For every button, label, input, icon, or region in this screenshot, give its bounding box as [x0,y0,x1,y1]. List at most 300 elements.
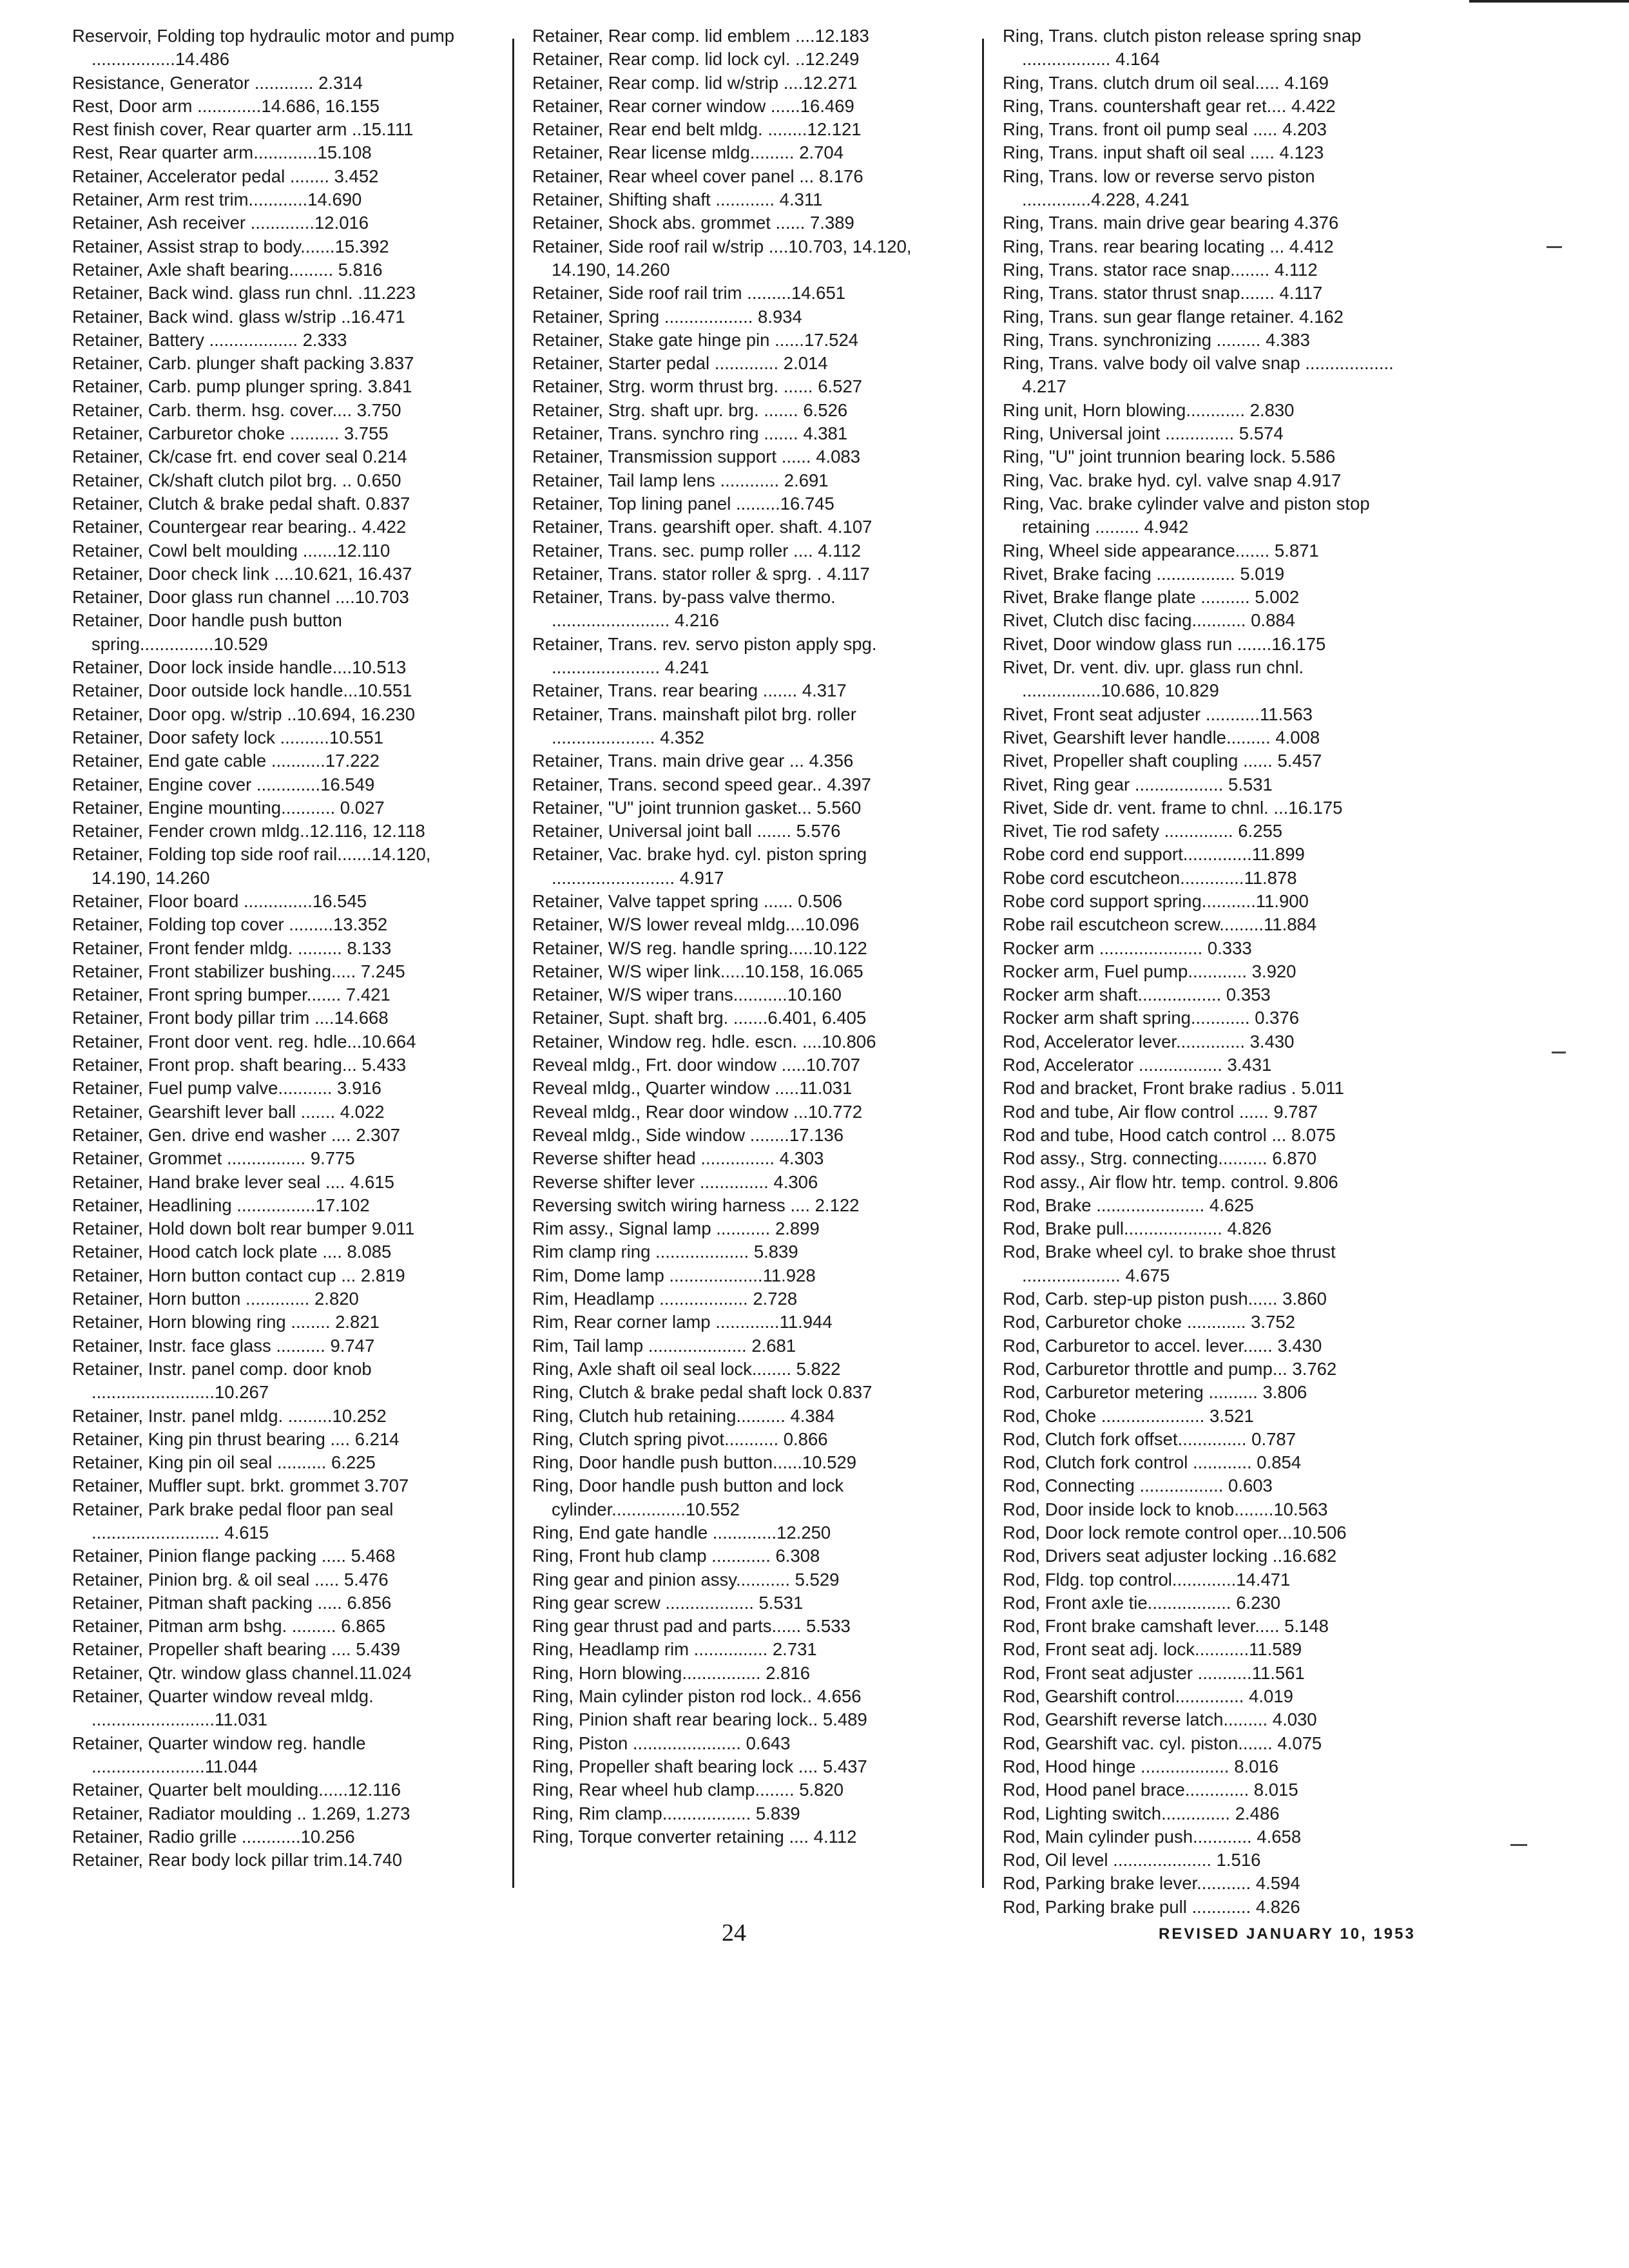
index-entry-text: Retainer, Qtr. window glass channel.11.024 [72,1662,412,1683]
index-entry [532,1638,945,1661]
index-entry-text: Retainer, Trans. sec. pump roller .... 4.112 [532,540,862,561]
index-entry-text: Ring, Vac. brake hyd. cyl. valve snap 4.917 [1003,470,1342,490]
index-entry-text: Rivet, Side dr. vent. frame to chnl. ...16.175 [1003,797,1343,818]
index-entry-text: Robe cord escutcheon.............11.878 [1003,867,1297,888]
index-entry-text: Retainer, Folding top cover .........13.352 [72,914,388,935]
index-entry-text: Retainer, Gen. drive end washer .... 2.307 [72,1124,401,1145]
index-entry-text: Retainer, Propeller shaft bearing .... 5.439 [72,1639,401,1660]
index-entry-text: Retainer, Engine cover .............16.549 [72,774,375,794]
index-entry [1003,24,1415,72]
index-entry-text: Ring unit, Horn blowing............ 2.830 [1003,399,1295,420]
index-entry-text: Retainer, Window reg. hdle. escn. ....10.806 [532,1031,876,1052]
index-entry-text: Ring, Trans. rear bearing locating ... 4.412 [1003,236,1334,256]
index-entry-text: Rod, Parking brake lever........... 4.594 [1003,1873,1300,1894]
index-entry [1003,843,1415,866]
index-entry-text: Retainer, Shifting shaft ............ 4.311 [532,189,823,210]
index-entry-text: Retainer, Front body pillar trim ....14.668 [72,1008,389,1028]
index-entry-text: Reveal mldg., Rear door window ...10.772 [532,1101,863,1122]
index-entry [1003,1708,1415,1731]
index-entry [72,515,485,539]
index-entry [1003,492,1415,539]
index-entry-text: Retainer, Instr. panel mldg. .........10.252 [72,1405,387,1426]
index-entry-text: Ring, Door handle push button......10.529 [532,1452,856,1473]
index-entry-text: Retainer, Muffler supt. brkt. grommet 3.707 [72,1475,409,1496]
index-entry-text: Ring, Axle shaft oil seal lock........ 5.822 [532,1358,841,1379]
index-entry [1003,329,1415,352]
index-entry-text: Retainer, W/S lower reveal mldg....10.096 [532,914,860,935]
index-entry [72,1778,485,1802]
index-entry-text: Rod assy., Strg. connecting.......... 6.870 [1003,1148,1317,1169]
index-entry [72,329,485,352]
index-entry [532,749,945,773]
index-entry-text: Retainer, Horn button ............. 2.820 [72,1289,359,1309]
index-entry-text: Retainer, Side roof rail w/strip ....10.703, 14.120, 14.190, 14.260 [532,236,912,280]
index-entry [72,445,485,468]
index-entry-text: Rod, Hood hinge .................. 8.016 [1003,1756,1279,1776]
index-entry [1003,282,1415,305]
index-entry-text: Retainer, Top lining panel .........16.745 [532,493,834,514]
index-entry-text: Retainer, Carburetor choke .......... 3.755 [72,423,389,444]
index-entry [72,1568,485,1591]
index-entry-text: Retainer, Trans. main drive gear ... 4.356 [532,751,854,771]
index-entry-text: Retainer, End gate cable ...........17.222 [72,751,380,771]
index-entry-text: Retainer, Door lock inside handle....10.513 [72,657,407,678]
index-entry-text: Reveal mldg., Frt. door window .....10.707 [532,1055,860,1075]
index-entry-text: Retainer, Door handle push button spring...............10.529 [72,610,342,654]
index-entry-text: Ring, Piston ...................... 0.643 [532,1733,791,1753]
index-entry [532,492,945,515]
index-entry-text: Rim, Rear corner lamp .............11.944 [532,1312,833,1332]
index-entry [532,1287,945,1311]
index-entry [1003,95,1415,118]
index-entry [72,235,485,258]
index-entry-text: Rod, Gearshift reverse latch......... 4.030 [1003,1709,1317,1730]
index-entry-text: Reversing switch wiring harness .... 2.122 [532,1195,860,1215]
index-entry [532,562,945,586]
index-entry [532,48,945,71]
index-entry-text: Rod, Gearshift control.............. 4.019 [1003,1686,1293,1707]
index-entry [72,1544,485,1568]
index-entry-text: Reverse shifter lever .............. 4.306 [532,1171,818,1192]
top-rule-right [1469,0,1629,3]
index-entry [1003,235,1415,258]
index-entry-text: Ring, Trans. synchronizing ......... 4.383 [1003,329,1310,350]
index-entry-text: Retainer, King pin thrust bearing .... 6.214 [72,1428,400,1449]
index-entry [532,1405,945,1428]
index-entry-text: Retainer, Ck/shaft clutch pilot brg. .. 0.650 [72,470,401,490]
index-entry [532,305,945,329]
index-entry [1003,633,1415,656]
index-entry-text: Ring gear thrust pad and parts...... 5.533 [532,1616,851,1637]
page-number: 24 [722,1919,746,1946]
index-entry [72,1217,485,1240]
index-entry-text: Retainer, Carb. pump plunger spring. 3.841 [72,376,412,397]
index-entry-text: Retainer, Rear corner window ......16.469 [532,95,854,116]
index-entry [532,1100,945,1124]
index-entry-text: Ring, Pinion shaft rear bearing lock.. 5.489 [532,1709,867,1730]
index-entry [532,1474,945,1521]
index-entry [72,1405,485,1428]
index-entry [1003,703,1415,726]
index-entry [532,960,945,983]
index-entry [532,703,945,750]
index-entry-text: Retainer, Rear wheel cover panel ... 8.176 [532,166,863,186]
index-entry-text: Rod, Carburetor choke ............ 3.752 [1003,1312,1295,1332]
index-entry-text: Retainer, Arm rest trim............14.690 [72,189,362,210]
index-entry-text: Rod and tube, Hood catch control ... 8.075 [1003,1124,1336,1145]
index-entry-text: Robe rail escutcheon screw.........11.884 [1003,914,1317,935]
index-entry [532,1264,945,1287]
index-entry [1003,1849,1415,1872]
index-entry-text: Retainer, Front spring bumper....... 7.421 [72,985,390,1005]
index-entry-text: Retainer, Trans. rev. servo piston apply spg. ...................... 4.241 [532,633,877,678]
index-entry [72,1451,485,1474]
index-entry [1003,165,1415,212]
index-entry-text: Rod, Brake ...................... 4.625 [1003,1195,1254,1215]
index-entry-text: Ring, Vac. brake cylinder valve and piston stop retaining ......... 4.942 [1003,493,1370,537]
index-entry [1003,1147,1415,1170]
index-entry [72,165,485,188]
index-entry-text: Rod, Drivers seat adjuster locking ..16.682 [1003,1546,1337,1566]
index-entry-text: Retainer, Rear license mldg......... 2.704 [532,142,844,163]
index-entry-text: Rod, Connecting ................. 0.603 [1003,1475,1273,1496]
index-entry-text: Ring, Trans. countershaft gear ret.... 4.422 [1003,95,1336,116]
index-entry [72,258,485,282]
index-entry [1003,1568,1415,1591]
index-entry-text: Retainer, Shock abs. grommet ...... 7.389 [532,213,854,233]
index-entry [1003,796,1415,820]
index-entry [532,937,945,960]
index-entry [1003,1077,1415,1100]
index-entry-text: Rivet, Door window glass run .......16.175 [1003,633,1326,654]
index-entry-text: Retainer, Axle shaft bearing......... 5.816 [72,259,383,280]
index-entry [532,1240,945,1264]
index-entry [1003,1474,1415,1497]
index-entry [72,24,485,72]
index-entry-text: Retainer, Cowl belt moulding .......12.110 [72,540,390,561]
index-entry-text: Ring, Clutch & brake pedal shaft lock 0.837 [532,1382,872,1403]
index-entry [1003,1778,1415,1802]
index-entry [532,1311,945,1334]
index-entry-text: Retainer, Strg. worm thrust brg. ...... 6.527 [532,376,863,397]
index-entry-text: Rivet, Tie rod safety .............. 6.255 [1003,821,1283,841]
index-entry-text: Retainer, Front prop. shaft bearing... 5.433 [72,1055,407,1075]
index-entry-text: Ring, Universal joint .............. 5.574 [1003,423,1284,444]
index-entry-text: Retainer, Stake gate hinge pin ......17.524 [532,329,859,350]
index-entry-text: Retainer, Rear body lock pillar trim.14.740 [72,1850,403,1870]
index-entry [1003,1358,1415,1381]
index-entry-text: Rod, Parking brake pull ............ 4.826 [1003,1896,1300,1917]
index-entry [532,983,945,1006]
index-entry-text: Retainer, Door outside lock handle...10.551 [72,680,412,701]
index-entry [72,469,485,492]
index-entry-text: Rim clamp ring ................... 5.839 [532,1242,798,1262]
index-entry-text: Rod, Clutch fork control ............ 0.854 [1003,1452,1302,1473]
index-entry-text: Retainer, Instr. face glass .......... 9.747 [72,1335,375,1356]
index-entry [1003,1124,1415,1147]
index-entry [72,1849,485,1872]
column-divider-1 [512,39,514,1888]
index-entry-text: Resistance, Generator ............ 2.314 [72,72,363,93]
index-entry-text: Ring, Front hub clamp ............ 6.308 [532,1546,820,1566]
index-entry [1003,1240,1415,1287]
index-column-2 [532,24,945,1849]
index-entry [1003,820,1415,843]
index-entry [1003,773,1415,796]
index-entry-text: Retainer, Front fender mldg. ......... 8.133 [72,937,392,958]
index-column-3 [1003,24,1415,1919]
index-entry-text: Retainer, Horn button contact cup ... 2.819 [72,1265,405,1285]
index-entry [532,95,945,118]
index-entry [72,749,485,773]
index-entry-text: Retainer, W/S wiper link.....10.158, 16.065 [532,961,863,981]
index-entry-text: Rod assy., Air flow htr. temp. control. 9.806 [1003,1171,1338,1192]
index-entry [532,515,945,539]
column-divider-2 [982,39,984,1888]
index-entry-text: Rod, Accelerator ................. 3.431 [1003,1055,1272,1075]
index-entry-text: Ring, Trans. input shaft oil seal ..... 4.123 [1003,142,1324,163]
index-entry [72,586,485,609]
index-entry-text: Rim assy., Signal lamp ........... 2.899 [532,1218,820,1239]
index-entry-text: Retainer, Rear comp. lid w/strip ....12.271 [532,72,858,93]
index-entry [532,1147,945,1170]
index-entry [72,1358,485,1405]
index-entry [532,1171,945,1194]
index-entry-text: Ring, Door handle push button and lock cylinder...............10.552 [532,1475,844,1519]
index-entry [72,960,485,983]
index-entry [1003,72,1415,95]
index-entry [72,1334,485,1358]
index-entry-text: Rest, Door arm .............14.686, 16.155 [72,95,380,116]
index-entry [1003,258,1415,282]
index-entry-text: Rivet, Front seat adjuster ...........11.563 [1003,704,1313,724]
index-entry-text: Retainer, Front stabilizer bushing..... 7.245 [72,961,405,981]
index-entry-text: Ring, Clutch hub retaining.......... 4.384 [532,1405,835,1426]
index-entry-text: Rod, Front axle tie................. 6.230 [1003,1592,1281,1613]
index-entry-text: Rocker arm shaft spring............ 0.376 [1003,1008,1300,1028]
index-entry-text: Ring, Headlamp rim ............... 2.731 [532,1639,817,1660]
index-entry [1003,1615,1415,1638]
index-entry-text: Rod, Front brake camshaft lever..... 5.148 [1003,1616,1329,1637]
index-entry-text: Rod, Front seat adj. lock...........11.589 [1003,1639,1302,1660]
index-entry [72,141,485,164]
index-entry-text: Robe cord support spring...........11.900 [1003,890,1309,911]
index-entry [72,703,485,726]
index-entry-text: Rocker arm, Fuel pump............ 3.920 [1003,961,1296,981]
index-entry-text: Ring, Trans. clutch drum oil seal..... 4.169 [1003,72,1329,93]
index-entry-text: Retainer, Hold down bolt rear bumper 9.011 [72,1218,415,1239]
index-entry-text: Rivet, Gearshift lever handle......... 4.008 [1003,727,1320,747]
index-entry [532,1802,945,1825]
index-entry [1003,1638,1415,1661]
index-entry-text: Retainer, Grommet ................ 9.775 [72,1148,355,1169]
index-entry-text: Retainer, Folding top side roof rail.......14.120, 14.190, 14.260 [72,844,431,888]
index-entry-text: Rod and tube, Air flow control ...... 9.787 [1003,1101,1318,1122]
index-entry [532,1591,945,1615]
index-entry-text: Retainer, Pinion brg. & oil seal ..... 5.476 [72,1569,389,1590]
index-entry [1003,1428,1415,1451]
index-entry-text: Ring, Rim clamp.................. 5.839 [532,1803,800,1823]
index-entry-text: Ring, Main cylinder piston rod lock.. 4.656 [532,1686,862,1707]
index-entry-text: Retainer, Fender crown mldg..12.116, 12.118 [72,821,425,841]
index-entry-text: Retainer, Front door vent. reg. hdle...10.664 [72,1031,416,1052]
index-entry [72,1638,485,1661]
index-entry [72,937,485,960]
index-entry-text: Rod, Oil level .................... 1.516 [1003,1850,1261,1870]
index-entry-text: Rod, Carburetor metering .......... 3.806 [1003,1382,1307,1403]
index-entry [1003,1685,1415,1708]
index-entry-text: Retainer, Back wind. glass w/strip ..16.471 [72,306,405,327]
index-entry [1003,422,1415,445]
index-entry-text: Retainer, Vac. brake hyd. cyl. piston spring ......................... 4.917 [532,844,867,888]
index-entry-text: Retainer, Door check link ....10.621, 16.437 [72,563,412,584]
index-entry [1003,1591,1415,1615]
index-entry-text: Rod, Accelerator lever.............. 3.430 [1003,1031,1295,1052]
index-entry [72,656,485,679]
index-entry-text: Retainer, Assist strap to body.......15.392 [72,236,389,256]
index-entry-text: Ring, Trans. main drive gear bearing 4.376 [1003,213,1339,233]
index-entry-text: Retainer, Side roof rail trim .........14.651 [532,283,846,303]
index-entry [1003,1053,1415,1077]
index-entry-text: Retainer, Fuel pump valve........... 3.916 [72,1078,381,1099]
index-entry-text: Rest, Rear quarter arm.............15.108 [72,142,372,163]
index-entry-text: Retainer, Strg. shaft upr. brg. ....... 6.526 [532,399,848,420]
index-entry-text: Retainer, Back wind. glass run chnl. .11.223 [72,283,416,303]
index-entry [1003,1194,1415,1217]
index-entry-text: Ring, "U" joint trunnion bearing lock. 5.586 [1003,447,1336,467]
index-entry [72,1615,485,1638]
index-entry [532,1334,945,1358]
index-entry-text: Rod, Fldg. top control.............14.471 [1003,1569,1291,1590]
index-entry [72,726,485,749]
index-entry [532,72,945,95]
index-entry-text: Retainer, Headlining ................17.102 [72,1195,370,1215]
index-entry [1003,1802,1415,1825]
index-entry-text: Ring, Trans. sun gear flange retainer. 4.162 [1003,306,1344,327]
index-entry [1003,539,1415,562]
index-entry [72,1662,485,1685]
index-entry [532,375,945,398]
index-entry-text: Rod, Gearshift vac. cyl. piston....... 4.075 [1003,1733,1322,1753]
index-entry-text: Retainer, Rear end belt mldg. ........12.121 [532,119,862,140]
index-entry-text: Retainer, Accelerator pedal ........ 3.452 [72,166,379,186]
index-entry [532,539,945,562]
index-entry-text: Rod, Clutch fork offset.............. 0.787 [1003,1428,1296,1449]
index-entry [532,1428,945,1451]
index-entry [72,1194,485,1217]
index-entry [532,469,945,492]
index-entry [72,1124,485,1147]
index-entry [532,796,945,820]
index-entry [1003,1381,1415,1404]
index-entry [1003,1405,1415,1428]
index-entry-text: Robe cord end support..............11.899 [1003,844,1305,865]
index-entry-text: Rivet, Brake facing ................ 5.019 [1003,563,1285,584]
index-entry [532,188,945,211]
index-column-1 [72,24,485,1872]
index-entry [532,24,945,48]
index-entry [532,282,945,305]
index-entry [1003,1521,1415,1544]
index-entry-text: Rod, Door lock remote control oper...10.506 [1003,1523,1347,1542]
margin-mark [1547,246,1562,248]
index-entry-text: Reveal mldg., Side window ........17.136 [532,1124,844,1145]
index-entry-text: Ring gear and pinion assy........... 5.529 [532,1569,840,1590]
index-entry [72,1030,485,1053]
index-entry-text: Ring, Trans. valve body oil valve snap .................. 4.217 [1003,353,1394,397]
index-entry [532,1006,945,1030]
index-entry [1003,469,1415,492]
index-entry-text: Retainer, Quarter window reg. handle .......................11.044 [72,1733,366,1776]
index-entry [532,165,945,188]
index-entry-text: Retainer, W/S wiper trans...........10.160 [532,985,842,1005]
index-entry-text: Reservoir, Folding top hydraulic motor and pump .................14.486 [72,26,455,70]
index-entry-text: Rivet, Propeller shaft coupling ...... 5.457 [1003,751,1322,771]
index-entry [72,913,485,936]
index-entry [72,773,485,796]
index-entry-text: Retainer, Radio grille ............10.256 [72,1826,355,1847]
index-entry-text: Rod, Carburetor to accel. lever...... 3.430 [1003,1335,1322,1356]
index-entry-text: Rocker arm ..................... 0.333 [1003,937,1252,958]
index-entry [532,1077,945,1100]
index-entry [72,282,485,305]
index-entry [1003,1872,1415,1895]
index-entry-text: Retainer, Gearshift lever ball ....... 4.022 [72,1101,385,1122]
index-entry [532,679,945,702]
index-entry [72,1732,485,1779]
index-entry-text: Retainer, Tail lamp lens ............ 2.691 [532,470,829,490]
index-entry-text: Rod and bracket, Front brake radius . 5.011 [1003,1078,1344,1099]
index-entry-text: Rivet, Brake flange plate .......... 5.002 [1003,587,1300,608]
index-entry [532,1194,945,1217]
index-entry-text: Ring, Clutch spring pivot........... 0.866 [532,1428,828,1449]
index-entry [72,679,485,702]
index-entry-text: Reverse shifter head ............... 4.303 [532,1148,824,1169]
index-entry-text: Ring, Trans. stator thrust snap....... 4.117 [1003,283,1323,303]
index-entry-text: Retainer, Supt. shaft brg. .......6.401, 6.405 [532,1008,867,1028]
index-entry [1003,609,1415,632]
index-entry-text: Retainer, Trans. gearshift oper. shaft. 4.107 [532,517,872,537]
index-entry [72,1591,485,1615]
index-entry-text: Rod, Carb. step-up piston push...... 3.860 [1003,1289,1327,1309]
index-entry-text: Retainer, Carb. plunger shaft packing 3.837 [72,353,414,374]
index-entry-text: Ring, Trans. low or reverse servo piston ..............4.228, 4.241 [1003,166,1315,210]
index-entry-text: Retainer, Rear comp. lid emblem ....12.183 [532,26,869,46]
index-entry [1003,586,1415,609]
index-entry [72,1311,485,1334]
index-entry-text: Retainer, Trans. by-pass valve thermo. ........................ 4.216 [532,587,836,631]
index-entry-text: Ring, Propeller shaft bearing lock .... 5.437 [532,1756,867,1776]
index-entry [72,1802,485,1825]
index-entry-text: Rod, Front seat adjuster ...........11.561 [1003,1662,1305,1683]
index-entry-text: Retainer, Rear comp. lid lock cyl. ..12.249 [532,49,860,70]
index-entry-text: Retainer, Quarter belt moulding......12.116 [72,1780,401,1800]
index-entry-text: Retainer, Engine mounting........... 0.027 [72,797,385,818]
index-entry-text: Rod, Door inside lock to knob........10.563 [1003,1499,1328,1519]
index-entry [72,1264,485,1287]
index-entry [532,422,945,445]
index-entry [532,1124,945,1147]
index-entry [532,1568,945,1591]
index-entry [72,422,485,445]
index-entry [532,1755,945,1778]
index-entry-text: Ring, End gate handle .............12.250 [532,1523,831,1542]
index-entry [1003,1100,1415,1124]
index-entry [72,843,485,890]
index-entry-text: Rod, Choke ..................... 3.521 [1003,1405,1254,1426]
index-entry [1003,1334,1415,1358]
index-entry-text: Rod, Hood panel brace............. 8.015 [1003,1780,1298,1800]
